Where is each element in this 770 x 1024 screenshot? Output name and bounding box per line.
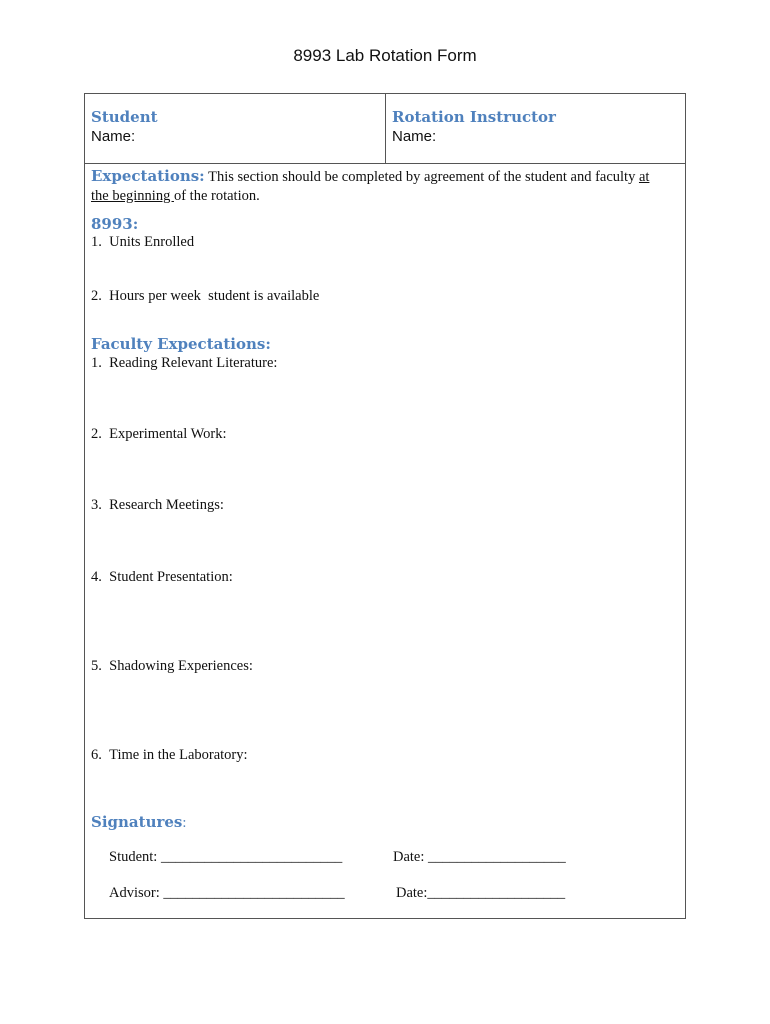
student-cell [85,94,386,163]
list-item [91,747,248,764]
instructor-name-label: Name: [392,128,437,145]
signatures-heading: Signatures [91,813,183,831]
student-name-label: Name: [91,128,136,145]
advisor-date-line[interactable]: Date:___________________ [396,885,566,901]
item-number: 1. [91,234,102,250]
item-label: Experimental Work: [109,426,227,442]
item-label: Time in the Laboratory: [109,747,248,763]
student-heading: Student [91,108,158,126]
expectations-heading: Expectations: [91,167,205,185]
header-row [85,94,685,164]
item-label: Reading Relevant Literature: [109,355,278,371]
list-item [91,569,233,586]
item-label: Hours per week student is available [109,288,320,304]
expectations-text-end: of the rotation. [173,188,260,204]
item-label: Student Presentation: [109,569,233,585]
item-label: Units Enrolled [109,234,195,250]
page-title: 8993 Lab Rotation Form [293,46,477,65]
expectations-text: This section should be completed by agreement of the student and faculty [208,169,636,185]
instructor-cell [386,94,686,163]
student-signature-line[interactable]: Student: _________________________ [109,849,343,865]
item-label: Shadowing Experiences: [109,658,253,674]
item-number: 2. [91,426,102,442]
signatures-heading-row [91,813,186,832]
rotation-form [84,93,686,919]
list-item [91,234,194,251]
item-number: 5. [91,658,102,674]
item-number: 3. [91,497,102,513]
item-number: 4. [91,569,102,585]
list-item [91,426,226,443]
item-label: Research Meetings: [109,497,224,513]
list-item [91,658,253,675]
expectations-underlined-at: at [638,169,650,185]
list-item [91,288,319,305]
item-number: 6. [91,747,102,763]
list-item [91,355,277,372]
instructor-heading: Rotation Instructor [392,108,556,126]
section-8993-heading: 8993: [91,215,139,233]
expectations-paragraph [91,167,681,206]
signatures-colon: : [182,815,187,831]
student-date-line[interactable]: Date: ___________________ [393,849,566,865]
item-number: 2. [91,288,102,304]
item-number: 1. [91,355,102,371]
faculty-expectations-heading: Faculty Expectations: [91,335,271,353]
advisor-signature-line[interactable]: Advisor: _________________________ [109,885,345,901]
list-item [91,497,224,514]
expectations-underlined-beginning: the beginning [91,188,174,204]
